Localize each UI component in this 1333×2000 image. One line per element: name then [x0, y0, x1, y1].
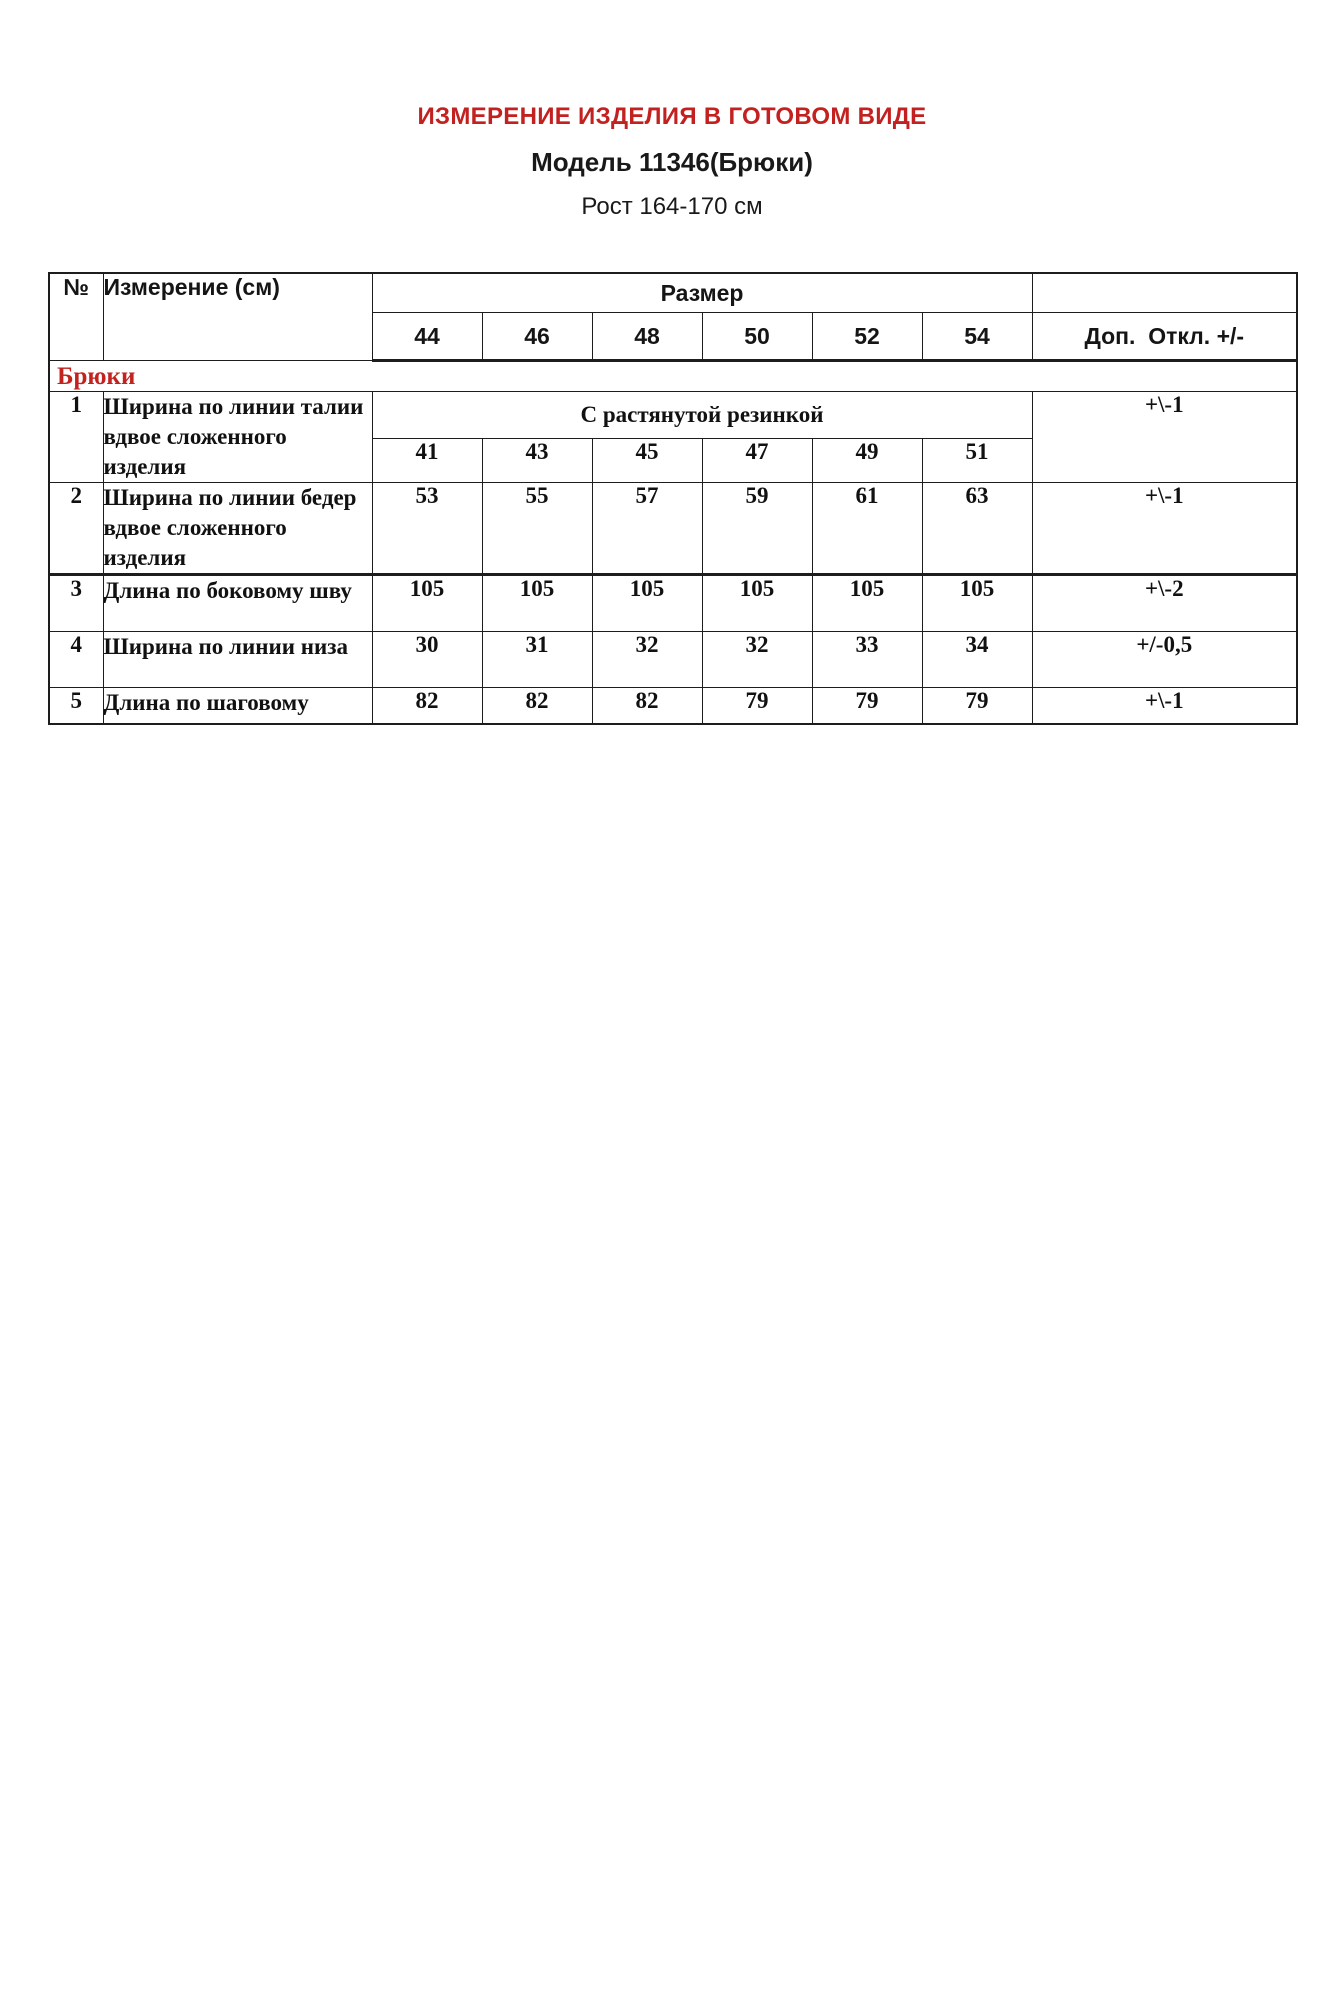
header-size-48: 48 — [592, 313, 702, 361]
header-size-54: 54 — [922, 313, 1032, 361]
row-value: 63 — [922, 483, 1032, 575]
header-measure: Измерение (см) — [103, 273, 372, 361]
row-value: 45 — [592, 438, 702, 482]
model-subtitle: Модель 11346(Брюки) — [531, 147, 813, 177]
row-measure-name: Длина по шаговому — [103, 688, 372, 725]
table-row — [49, 483, 1297, 575]
row-value: 43 — [482, 438, 592, 482]
row-value: 61 — [812, 483, 922, 575]
document-title: ИЗМЕРЕНИЕ ИЗДЕЛИЯ В ГОТОВОМ ВИДЕ — [417, 103, 927, 130]
row-value: 55 — [482, 483, 592, 575]
section-label: Брюки — [49, 361, 1297, 392]
row-value: 105 — [812, 575, 922, 632]
row-value: 57 — [592, 483, 702, 575]
row-note: С растянутой резинкой — [372, 392, 1032, 439]
row-number: 3 — [49, 575, 103, 632]
row-tolerance: +\-1 — [1032, 392, 1297, 483]
row-value: 34 — [922, 632, 1032, 688]
row-value: 82 — [372, 688, 482, 725]
header-size-44: 44 — [372, 313, 482, 361]
row-value: 33 — [812, 632, 922, 688]
table-row — [49, 688, 1297, 725]
header-size-50: 50 — [702, 313, 812, 361]
row-value: 105 — [482, 575, 592, 632]
row-measure-name: Длина по боковому шву — [103, 575, 372, 632]
row-number: 5 — [49, 688, 103, 725]
row-value: 105 — [592, 575, 702, 632]
table-row — [49, 575, 1297, 632]
row-number: 2 — [49, 483, 103, 575]
row-value: 82 — [592, 688, 702, 725]
row-measure-name: Ширина по линии бедер вдвое сложенного изделия — [103, 483, 372, 575]
row-tolerance: +\-2 — [1032, 575, 1297, 632]
row-value: 53 — [372, 483, 482, 575]
document-page — [48, 0, 1296, 725]
row-value: 32 — [592, 632, 702, 688]
row-number: 4 — [49, 632, 103, 688]
row-value: 30 — [372, 632, 482, 688]
table-row — [49, 632, 1297, 688]
row-value: 79 — [812, 688, 922, 725]
row-value: 47 — [702, 438, 812, 482]
table-header-row-top — [49, 273, 1297, 313]
header-tolerance: Доп. Откл. +/- — [1032, 313, 1297, 361]
row-value: 82 — [482, 688, 592, 725]
row-tolerance: +\-1 — [1032, 483, 1297, 575]
row-number: 1 — [49, 392, 103, 483]
row-tolerance: +/-0,5 — [1032, 632, 1297, 688]
row-value: 32 — [702, 632, 812, 688]
row-value: 105 — [372, 575, 482, 632]
row-tolerance: +\-1 — [1032, 688, 1297, 725]
row-value: 51 — [922, 438, 1032, 482]
row-measure-name: Ширина по линии талии вдвое сложенного изделия — [103, 392, 372, 483]
row-value: 59 — [702, 483, 812, 575]
row-value: 41 — [372, 438, 482, 482]
table-row — [49, 392, 1297, 439]
header-number: № — [49, 273, 103, 361]
measurement-table — [48, 272, 1298, 725]
row-measure-name: Ширина по линии низа — [103, 632, 372, 688]
header-spacer-cell — [1032, 273, 1297, 313]
header-size-46: 46 — [482, 313, 592, 361]
section-row — [49, 361, 1297, 392]
header-size-group: Размер — [372, 273, 1032, 313]
row-value: 105 — [922, 575, 1032, 632]
row-value: 49 — [812, 438, 922, 482]
row-value: 79 — [922, 688, 1032, 725]
header-size-52: 52 — [812, 313, 922, 361]
row-value: 105 — [702, 575, 812, 632]
row-value: 31 — [482, 632, 592, 688]
row-value: 79 — [702, 688, 812, 725]
height-range-label: Рост 164-170 см — [581, 193, 763, 220]
